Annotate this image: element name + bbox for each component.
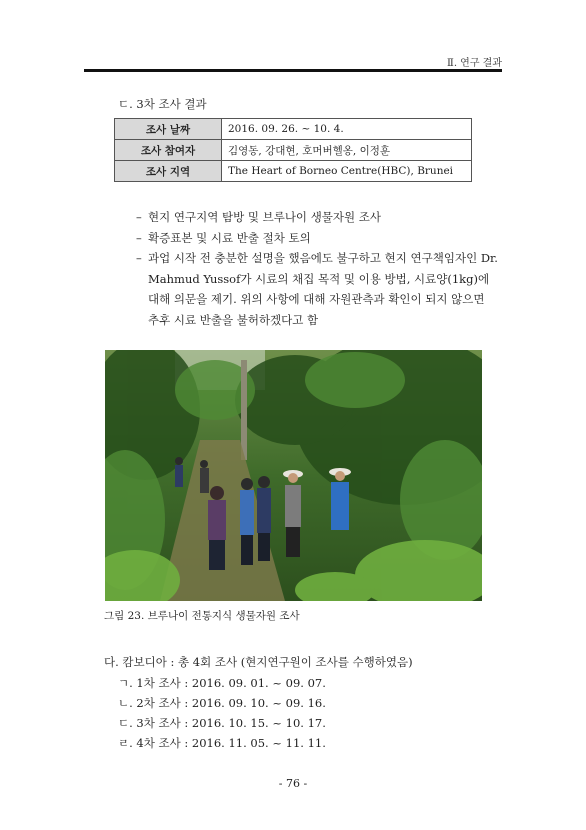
survey-info-table	[114, 118, 472, 182]
table-label: 조사 날짜	[115, 119, 222, 140]
activity-list	[136, 207, 516, 330]
table-value: 김영동, 강대현, 호머버헬옹, 이정훈	[222, 140, 472, 161]
list-item	[136, 228, 516, 249]
header-rule	[84, 69, 502, 72]
list-item: ㄷ. 3차 조사 : 2016. 10. 15. ~ 10. 17.	[118, 716, 326, 730]
figure-caption: 그림 23. 브루나이 전통지식 생물자원 조사	[104, 610, 300, 622]
table-row	[115, 161, 472, 182]
subsection-title: 다. 캄보디아 : 총 4회 조사 (현지연구원이 조사를 수행하였음)	[104, 655, 413, 669]
bullet-line: 과업 시작 전 충분한 설명을 했음에도 불구하고 현지 연구책임자인 Dr.	[148, 251, 498, 265]
table-value: The Heart of Borneo Centre(HBC), Brunei	[222, 161, 472, 182]
section-title: ㄷ. 3차 조사 결과	[118, 97, 207, 111]
table-value: 2016. 09. 26. ~ 10. 4.	[222, 119, 472, 140]
bullet-line: 확증표본 및 시료 반출 절차 토의	[148, 230, 311, 245]
table-label: 조사 참여자	[115, 140, 222, 161]
trip-list	[118, 673, 326, 753]
list-item	[136, 248, 516, 330]
list-item	[136, 207, 516, 228]
bullet-dash: –	[136, 210, 142, 224]
bullet-line: 대해 의문을 제기. 위의 사항에 대해 자원관측과 확인이 되지 않으면	[148, 292, 485, 306]
table-label: 조사 지역	[115, 161, 222, 182]
list-item: ㄹ. 4차 조사 : 2016. 11. 05. ~ 11. 11.	[118, 736, 326, 750]
bullet-dash: –	[136, 230, 142, 245]
page-number: - 76 -	[278, 777, 308, 790]
bullet-line: Mahmud Yussof가 시료의 채집 목적 및 이용 방법, 시료양(1kg)에	[148, 271, 490, 286]
list-item: ㄴ. 2차 조사 : 2016. 09. 10. ~ 09. 16.	[118, 696, 326, 710]
list-item: ㄱ. 1차 조사 : 2016. 09. 01. ~ 09. 07.	[118, 676, 326, 690]
bullet-dash: –	[136, 251, 142, 265]
bullet-line: 추후 시료 반출을 불허하겠다고 함	[148, 312, 319, 327]
table-row	[115, 140, 472, 161]
field-survey-photo	[105, 350, 482, 601]
chapter-header: Ⅱ. 연구 결과	[447, 58, 502, 69]
table-row	[115, 119, 472, 140]
bullet-line: 현지 연구지역 탐방 및 브루나이 생물자원 조사	[148, 210, 382, 224]
